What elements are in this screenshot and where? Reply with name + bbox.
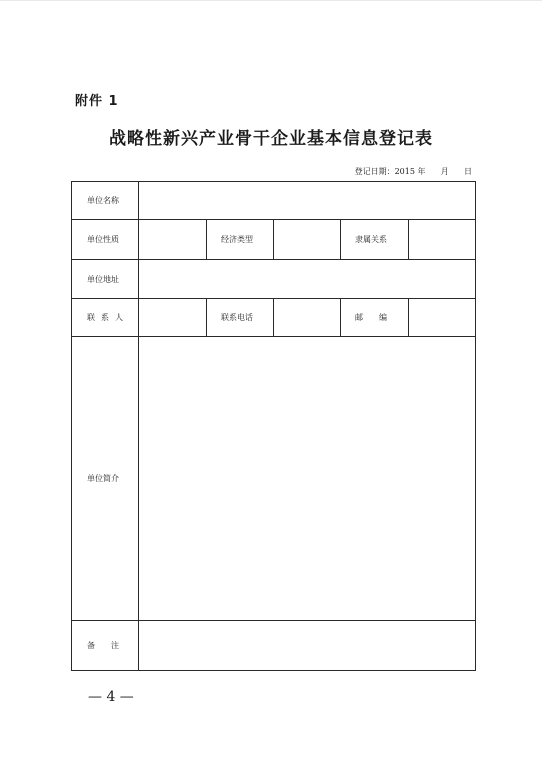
economic-type-label: 经济类型 [207, 220, 274, 260]
unit-name-label: 单位名称 [72, 182, 139, 220]
row-unit-nature [72, 220, 476, 260]
registration-form-table [71, 181, 476, 671]
contact-phone-field[interactable] [274, 299, 341, 337]
row-unit-name [72, 182, 476, 220]
contact-person-field[interactable] [139, 299, 207, 337]
remarks-label: 备注 [72, 621, 139, 671]
unit-profile-label: 单位简介 [72, 337, 139, 621]
row-unit-address [72, 260, 476, 299]
page-number: — 4 — [88, 689, 134, 705]
contact-person-label: 联系人 [72, 299, 139, 337]
page-top-edge [0, 0, 542, 1]
row-remarks [72, 621, 476, 671]
unit-address-field[interactable] [139, 260, 476, 299]
row-unit-profile [72, 337, 476, 621]
unit-address-label: 单位地址 [72, 260, 139, 299]
affiliation-label: 隶属关系 [341, 220, 409, 260]
unit-nature-field[interactable] [139, 220, 207, 260]
contact-phone-label: 联系电话 [207, 299, 274, 337]
remarks-field[interactable] [139, 621, 476, 671]
unit-profile-field[interactable] [139, 337, 476, 621]
attachment-label: 附件 1 [75, 94, 119, 109]
registration-date: 登记日期：2015 年 月 日 [354, 167, 472, 176]
postcode-field[interactable] [409, 299, 476, 337]
row-contact [72, 299, 476, 337]
postcode-label: 邮编 [341, 299, 409, 337]
unit-name-field[interactable] [139, 182, 476, 220]
unit-nature-label: 单位性质 [72, 220, 139, 260]
economic-type-field[interactable] [274, 220, 341, 260]
affiliation-field[interactable] [409, 220, 476, 260]
form-title: 战略性新兴产业骨干企业基本信息登记表 [109, 129, 433, 149]
